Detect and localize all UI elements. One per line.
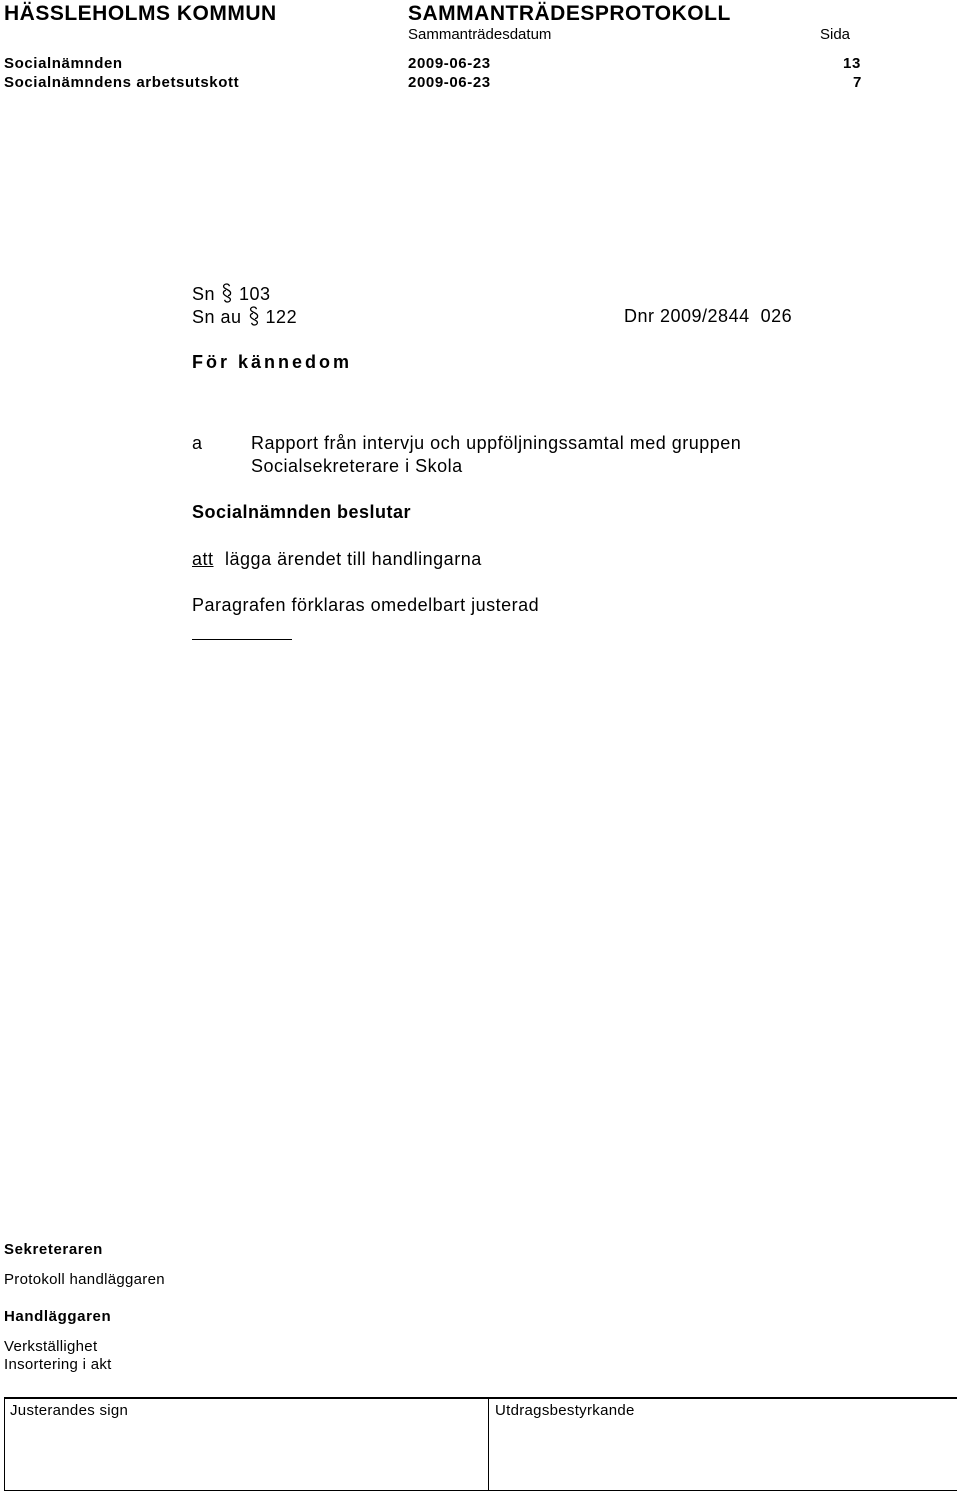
item-text-line1: Rapport från intervju och uppföljningssamtal med gruppen	[251, 433, 742, 453]
signature-divider	[488, 1399, 489, 1490]
initials-label: Justerandes sign	[10, 1402, 129, 1419]
item-marker: a	[192, 433, 203, 453]
secretary-label: Sekreteraren	[4, 1241, 103, 1258]
subcommittee-page: 7	[853, 74, 862, 91]
decision-text: lägga ärendet till handlingarna	[225, 549, 482, 569]
section-icon	[221, 283, 233, 303]
secretary-value: Protokoll handläggaren	[4, 1271, 165, 1288]
paragraph-heading: För kännedom	[192, 352, 353, 372]
section-icon	[248, 306, 260, 326]
page-column-label: Sida	[820, 26, 851, 43]
handler-label: Handläggaren	[4, 1308, 112, 1325]
committee-name: Socialnämnden	[4, 55, 123, 72]
att-keyword: att	[192, 549, 214, 569]
committee-date: 2009-06-23	[408, 55, 491, 72]
committee-page: 13	[843, 55, 861, 72]
decision-heading: Socialnämnden beslutar	[192, 502, 412, 522]
handler-value-1: Verkställighet	[4, 1338, 98, 1355]
sn-paragraph-ref: Sn 103	[192, 284, 271, 304]
subcommittee-date: 2009-06-23	[408, 74, 491, 91]
decision-line	[192, 549, 482, 570]
justification-text: Paragrafen förklaras omedelbart justerad	[192, 595, 540, 615]
diary-number: Dnr 2009/2844 026	[624, 306, 793, 326]
municipality-name: HÄSSLEHOLMS KOMMUN	[4, 2, 277, 25]
subcommittee-name: Socialnämndens arbetsutskott	[4, 74, 240, 91]
signature-box	[4, 1397, 957, 1491]
date-column-label: Sammanträdesdatum	[408, 26, 552, 43]
extract-certification-label: Utdragsbestyrkande	[495, 1402, 635, 1419]
handler-value-2: Insortering i akt	[4, 1356, 112, 1373]
snau-paragraph-ref: Sn au 122	[192, 307, 298, 327]
divider	[192, 639, 292, 640]
document-type: SAMMANTRÄDESPROTOKOLL	[408, 2, 731, 25]
item-text-line2: Socialsekreterare i Skola	[251, 456, 463, 476]
